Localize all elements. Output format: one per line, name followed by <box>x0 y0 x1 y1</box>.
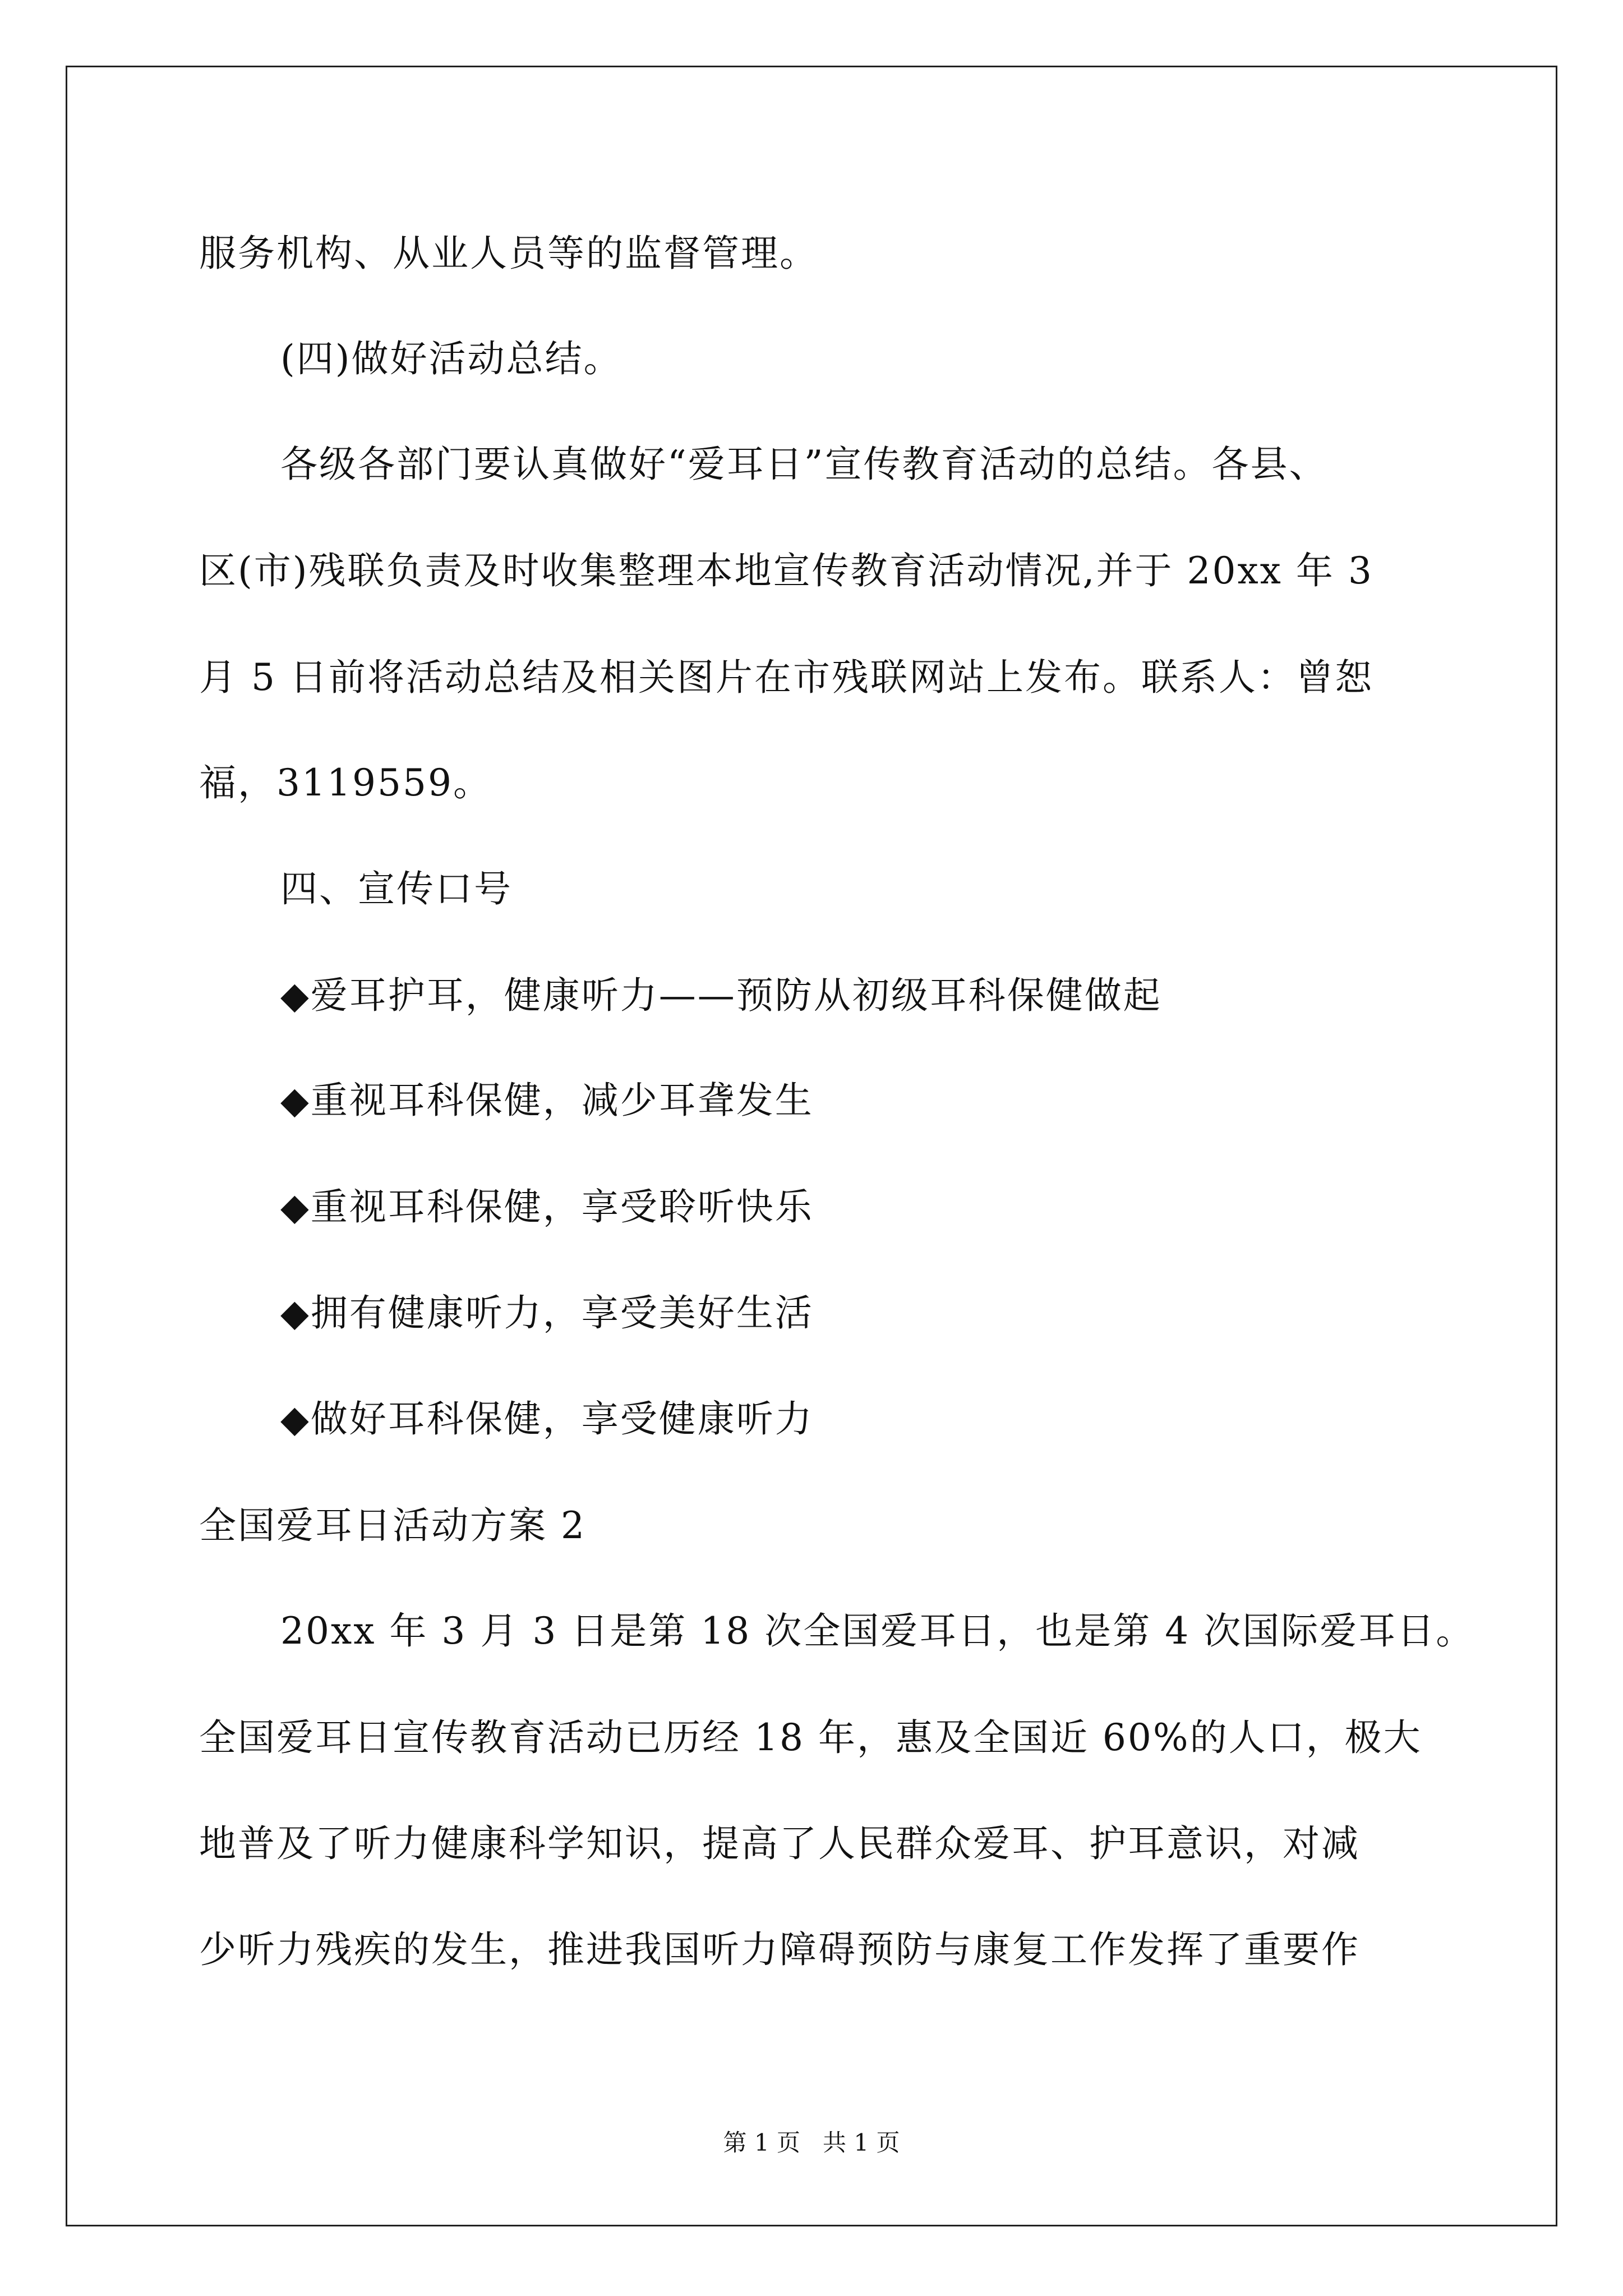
slogan-item: ◆拥有健康听力，享受美好生活 <box>280 1291 814 1335</box>
page-border <box>66 66 1557 2226</box>
section-heading: (四)做好活动总结。 <box>280 337 623 380</box>
text-line: 20xx 年 3 月 3 日是第 18 次全国爱耳日，也是第 4 次国际爱耳日。 <box>280 1609 1475 1653</box>
section-heading: 四、宣传口号 <box>280 867 513 910</box>
text-line: 各级各部门要认真做好“爱耳日”宣传教育活动的总结。各县、 <box>280 443 1328 486</box>
text-line: 服务机构、从业人员等的监督管理。 <box>199 232 818 275</box>
text-line: 全国爱耳日宣传教育活动已历经 18 年，惠及全国近 60%的人口，极大 <box>199 1716 1422 1759</box>
slogan-item: ◆重视耳科保健，享受聆听快乐 <box>280 1185 814 1228</box>
text-line: 地普及了听力健康科学知识，提高了人民群众爱耳、护耳意识，对减 <box>199 1822 1360 1865</box>
text-line: 福，3119559。 <box>199 761 492 804</box>
text-line: 月 5 日前将活动总结及相关图片在市残联网站上发布。联系人：曾恕 <box>199 656 1373 699</box>
page-footer: 第 1 页 共 1 页 <box>723 2129 900 2156</box>
text-line: 区(市)残联负责及时收集整理本地宣传教育活动情况,并于 20xx 年 3 <box>199 549 1373 592</box>
slogan-item: ◆做好耳科保健，享受健康听力 <box>280 1397 814 1441</box>
document-title: 全国爱耳日活动方案 2 <box>199 1504 586 1547</box>
slogan-item: ◆重视耳科保健，减少耳聋发生 <box>280 1079 814 1122</box>
slogan-item: ◆爱耳护耳，健康听力——预防从初级耳科保健做起 <box>280 974 1162 1017</box>
text-line: 少听力残疾的发生，推进我国听力障碍预防与康复工作发挥了重要作 <box>199 1928 1360 1971</box>
